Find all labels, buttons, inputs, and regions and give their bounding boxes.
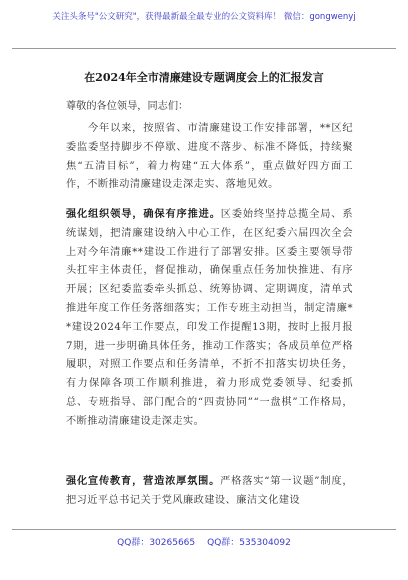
salutation: 尊敬的各位领导，同志们： (66, 101, 189, 112)
document-title: 在2024年全市清廉建设专题调度会上的汇报发言 (84, 71, 324, 84)
section-organization-paragraph (66, 205, 353, 432)
footer-qq-group-2: QQ群：535304092 (207, 538, 291, 548)
section-publicity-body: 严格落实“第一议题”制度，把习近平总书记关于党风廉政建设、廉洁文化建设 (66, 476, 353, 506)
footer-qq-group-1: QQ群：30265665 (117, 538, 196, 548)
footer-contact (0, 535, 408, 548)
section-publicity-paragraph (66, 472, 353, 511)
section-publicity-heading: 强化宣传教育，营造浓厚氛围。 (66, 475, 221, 487)
header-divider (12, 48, 396, 49)
section-organization-body: 区委始终坚持总揽全局、系统谋划，把清廉建设纳入中心工作，在区纪委六届四次全会上对今年清廉**建设工作进行了部署安排。区委主要领导带头扛牢主体责任，督促推动，确保重点任务加快推进、有序开展；区纪委监委牵头抓总、统筹协调、定期调度，清单式推进年度工作任务落细落实；工作专班主动担当，制定清廉**建设2024年工作要点，印发工作提醒13期，按时上报月报7期，进一步明确具体任务，推动工作落实；各成员单位严格履职，对照工作要点和任务清单，不折不扣落实切块任务，有力保障各项工作顺利推进，着力形成党委领导、纪委抓总、专班指导、部门配合的“四责协同”“一盘棋”工作格局，不断推动清廉建设走深走实。 (66, 209, 353, 427)
header-banner: 关注头条号"公文研究"，获得最新最全最专业的公文资料库！ 微信：gongwenyj (52, 12, 356, 22)
intro-paragraph: 今年以来，按照省、市清廉建设工作安排部署，**区纪委监委坚持脚步不停歇、进度不落步、标准不降低，持续聚焦“五清目标”，着力构建“五大体系”，重点做好四方面工作，不断推动清廉建设走深走实、落地见效。 (66, 123, 353, 191)
section-organization-heading: 强化组织领导，确保有序推进。 (66, 208, 221, 220)
footer-divider (12, 529, 396, 530)
